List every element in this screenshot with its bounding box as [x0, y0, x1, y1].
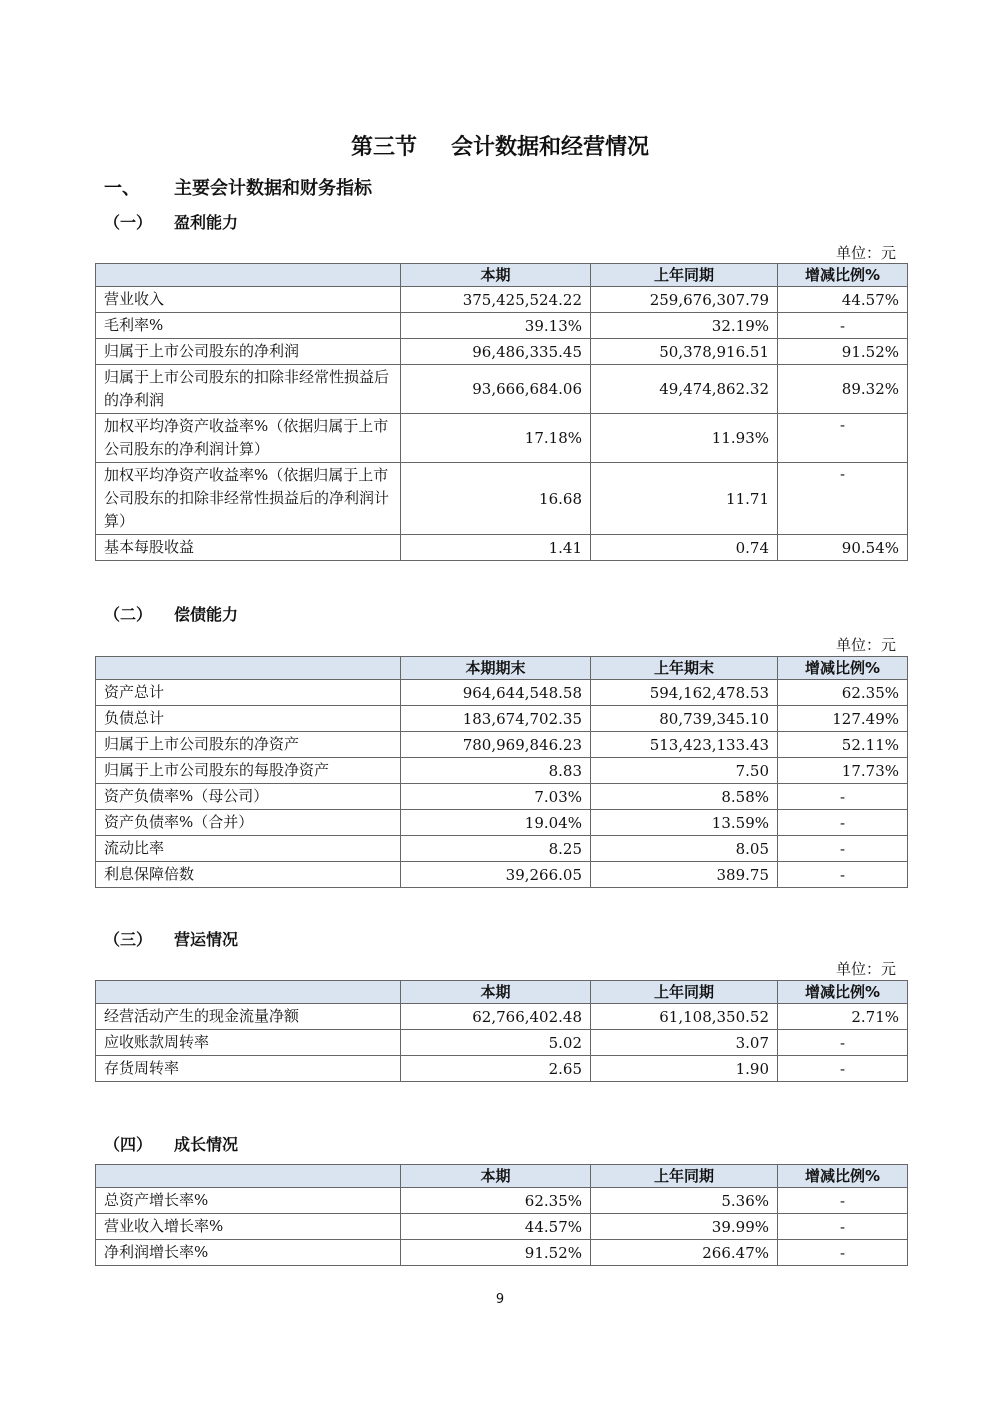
change-value: -	[778, 810, 908, 836]
table-row	[96, 313, 908, 339]
section-title: 会计数据和经营情况	[451, 135, 650, 160]
previous-value: 0.74	[591, 535, 778, 561]
change-value: -	[778, 836, 908, 862]
previous-value: 32.19%	[591, 313, 778, 339]
change-value: -	[778, 1030, 908, 1056]
change-value: 127.49%	[778, 706, 908, 732]
table-row	[96, 706, 908, 732]
subheading-label: 偿债能力	[174, 605, 239, 624]
row-label: 总资产增长率%	[96, 1188, 401, 1214]
row-label: 利息保障倍数	[96, 862, 401, 888]
current-value: 62,766,402.48	[401, 1004, 591, 1030]
table-row	[96, 1214, 908, 1240]
row-label: 净利润增长率%	[96, 1240, 401, 1266]
previous-value: 80,739,345.10	[591, 706, 778, 732]
table-row	[96, 758, 908, 784]
change-value: 44.57%	[778, 287, 908, 313]
current-value: 964,644,548.58	[401, 680, 591, 706]
header-cell-change: 增减比例%	[778, 264, 908, 287]
subheading-number: （二）	[104, 605, 153, 624]
change-value: -	[778, 784, 908, 810]
table-row	[96, 784, 908, 810]
change-value: -	[778, 862, 908, 888]
header-cell-change: 增减比例%	[778, 981, 908, 1004]
header-cell-label	[96, 264, 401, 287]
table-row	[96, 1188, 908, 1214]
table-header-row	[96, 981, 908, 1004]
change-value: 17.73%	[778, 758, 908, 784]
change-value: 89.32%	[778, 365, 908, 414]
previous-value: 8.58%	[591, 784, 778, 810]
current-value: 2.65	[401, 1056, 591, 1082]
change-value: -	[778, 1056, 908, 1082]
header-cell-previous: 上年同期	[591, 1165, 778, 1188]
row-label: 流动比率	[96, 836, 401, 862]
subheading-label: 盈利能力	[174, 213, 239, 232]
change-value: -	[778, 313, 908, 339]
subheading-number: （三）	[104, 930, 153, 949]
previous-value: 11.93%	[591, 414, 778, 463]
unit-label: 单位：元	[835, 960, 896, 978]
current-value: 96,486,335.45	[401, 339, 591, 365]
previous-value: 594,162,478.53	[591, 680, 778, 706]
page-number: 9	[495, 1292, 505, 1307]
table-row	[96, 287, 908, 313]
current-value: 19.04%	[401, 810, 591, 836]
heading-label: 主要会计数据和财务指标	[174, 178, 372, 199]
row-label: 归属于上市公司股东的每股净资产	[96, 758, 401, 784]
previous-value: 259,676,307.79	[591, 287, 778, 313]
current-value: 39,266.05	[401, 862, 591, 888]
table-row	[96, 1056, 908, 1082]
current-value: 780,969,846.23	[401, 732, 591, 758]
page-title	[0, 130, 1000, 161]
table-row	[96, 365, 908, 414]
current-value: 62.35%	[401, 1188, 591, 1214]
row-label: 基本每股收益	[96, 535, 401, 561]
header-cell-previous: 上年同期	[591, 264, 778, 287]
current-value: 93,666,684.06	[401, 365, 591, 414]
table-row	[96, 836, 908, 862]
previous-value: 11.71	[591, 463, 778, 535]
row-label: 营业收入增长率%	[96, 1214, 401, 1240]
header-cell-change: 增减比例%	[778, 657, 908, 680]
header-cell-label	[96, 657, 401, 680]
change-value: -	[778, 1188, 908, 1214]
growth-table	[95, 1164, 908, 1266]
row-label: 加权平均净资产收益率%（依据归属于上市公司股东的净利润计算）	[96, 414, 401, 463]
table-row	[96, 1030, 908, 1056]
previous-value: 1.90	[591, 1056, 778, 1082]
change-value: 90.54%	[778, 535, 908, 561]
current-value: 183,674,702.35	[401, 706, 591, 732]
row-label: 存货周转率	[96, 1056, 401, 1082]
profitability-table	[95, 263, 908, 561]
row-label: 资产负债率%（母公司）	[96, 784, 401, 810]
previous-value: 13.59%	[591, 810, 778, 836]
header-cell-change: 增减比例%	[778, 1165, 908, 1188]
change-value: -	[778, 414, 908, 463]
subheading-number: （四）	[104, 1135, 153, 1154]
header-cell-label	[96, 981, 401, 1004]
row-label: 归属于上市公司股东的净资产	[96, 732, 401, 758]
change-value: 52.11%	[778, 732, 908, 758]
previous-value: 389.75	[591, 862, 778, 888]
table-header-row	[96, 264, 908, 287]
table-row	[96, 732, 908, 758]
previous-value: 3.07	[591, 1030, 778, 1056]
change-value: 2.71%	[778, 1004, 908, 1030]
table-row	[96, 339, 908, 365]
previous-value: 39.99%	[591, 1214, 778, 1240]
row-label: 资产总计	[96, 680, 401, 706]
current-value: 8.25	[401, 836, 591, 862]
current-value: 17.18%	[401, 414, 591, 463]
row-label: 营业收入	[96, 287, 401, 313]
heading-profitability	[104, 210, 238, 233]
header-cell-current: 本期	[401, 981, 591, 1004]
row-label: 归属于上市公司股东的净利润	[96, 339, 401, 365]
heading-main-accounting-data	[104, 174, 372, 200]
table-row	[96, 680, 908, 706]
current-value: 1.41	[401, 535, 591, 561]
previous-value: 8.05	[591, 836, 778, 862]
previous-value: 513,423,133.43	[591, 732, 778, 758]
heading-growth	[104, 1132, 238, 1155]
previous-value: 49,474,862.32	[591, 365, 778, 414]
previous-value: 61,108,350.52	[591, 1004, 778, 1030]
subheading-number: （一）	[104, 213, 153, 232]
header-cell-current: 本期期末	[401, 657, 591, 680]
table-row	[96, 810, 908, 836]
row-label: 加权平均净资产收益率%（依据归属于上市公司股东的扣除非经常性损益后的净利润计算）	[96, 463, 401, 535]
change-value: -	[778, 1214, 908, 1240]
change-value: -	[778, 463, 908, 535]
unit-label: 单位：元	[835, 636, 896, 654]
current-value: 39.13%	[401, 313, 591, 339]
change-value: 91.52%	[778, 339, 908, 365]
heading-solvency	[104, 602, 238, 625]
header-cell-current: 本期	[401, 1165, 591, 1188]
heading-number: 一、	[104, 178, 140, 199]
solvency-table	[95, 656, 908, 888]
operations-table	[95, 980, 908, 1082]
current-value: 5.02	[401, 1030, 591, 1056]
table-row	[96, 1004, 908, 1030]
table-header-row	[96, 657, 908, 680]
table-row	[96, 1240, 908, 1266]
current-value: 44.57%	[401, 1214, 591, 1240]
previous-value: 5.36%	[591, 1188, 778, 1214]
previous-value: 50,378,916.51	[591, 339, 778, 365]
current-value: 16.68	[401, 463, 591, 535]
unit-label: 单位：元	[835, 244, 896, 262]
table-header-row	[96, 1165, 908, 1188]
current-value: 91.52%	[401, 1240, 591, 1266]
table-row	[96, 535, 908, 561]
row-label: 毛利率%	[96, 313, 401, 339]
header-cell-current: 本期	[401, 264, 591, 287]
header-cell-previous: 上年同期	[591, 981, 778, 1004]
subheading-label: 成长情况	[174, 1135, 239, 1154]
row-label: 应收账款周转率	[96, 1030, 401, 1056]
row-label: 归属于上市公司股东的扣除非经常性损益后的净利润	[96, 365, 401, 414]
heading-operations	[104, 927, 238, 950]
row-label: 经营活动产生的现金流量净额	[96, 1004, 401, 1030]
current-value: 375,425,524.22	[401, 287, 591, 313]
previous-value: 7.50	[591, 758, 778, 784]
change-value: 62.35%	[778, 680, 908, 706]
table-row	[96, 862, 908, 888]
header-cell-label	[96, 1165, 401, 1188]
section-number: 第三节	[350, 135, 417, 160]
table-row	[96, 414, 908, 463]
previous-value: 266.47%	[591, 1240, 778, 1266]
row-label: 负债总计	[96, 706, 401, 732]
table-row	[96, 463, 908, 535]
header-cell-previous: 上年期末	[591, 657, 778, 680]
row-label: 资产负债率%（合并）	[96, 810, 401, 836]
change-value: -	[778, 1240, 908, 1266]
subheading-label: 营运情况	[174, 930, 239, 949]
current-value: 8.83	[401, 758, 591, 784]
current-value: 7.03%	[401, 784, 591, 810]
